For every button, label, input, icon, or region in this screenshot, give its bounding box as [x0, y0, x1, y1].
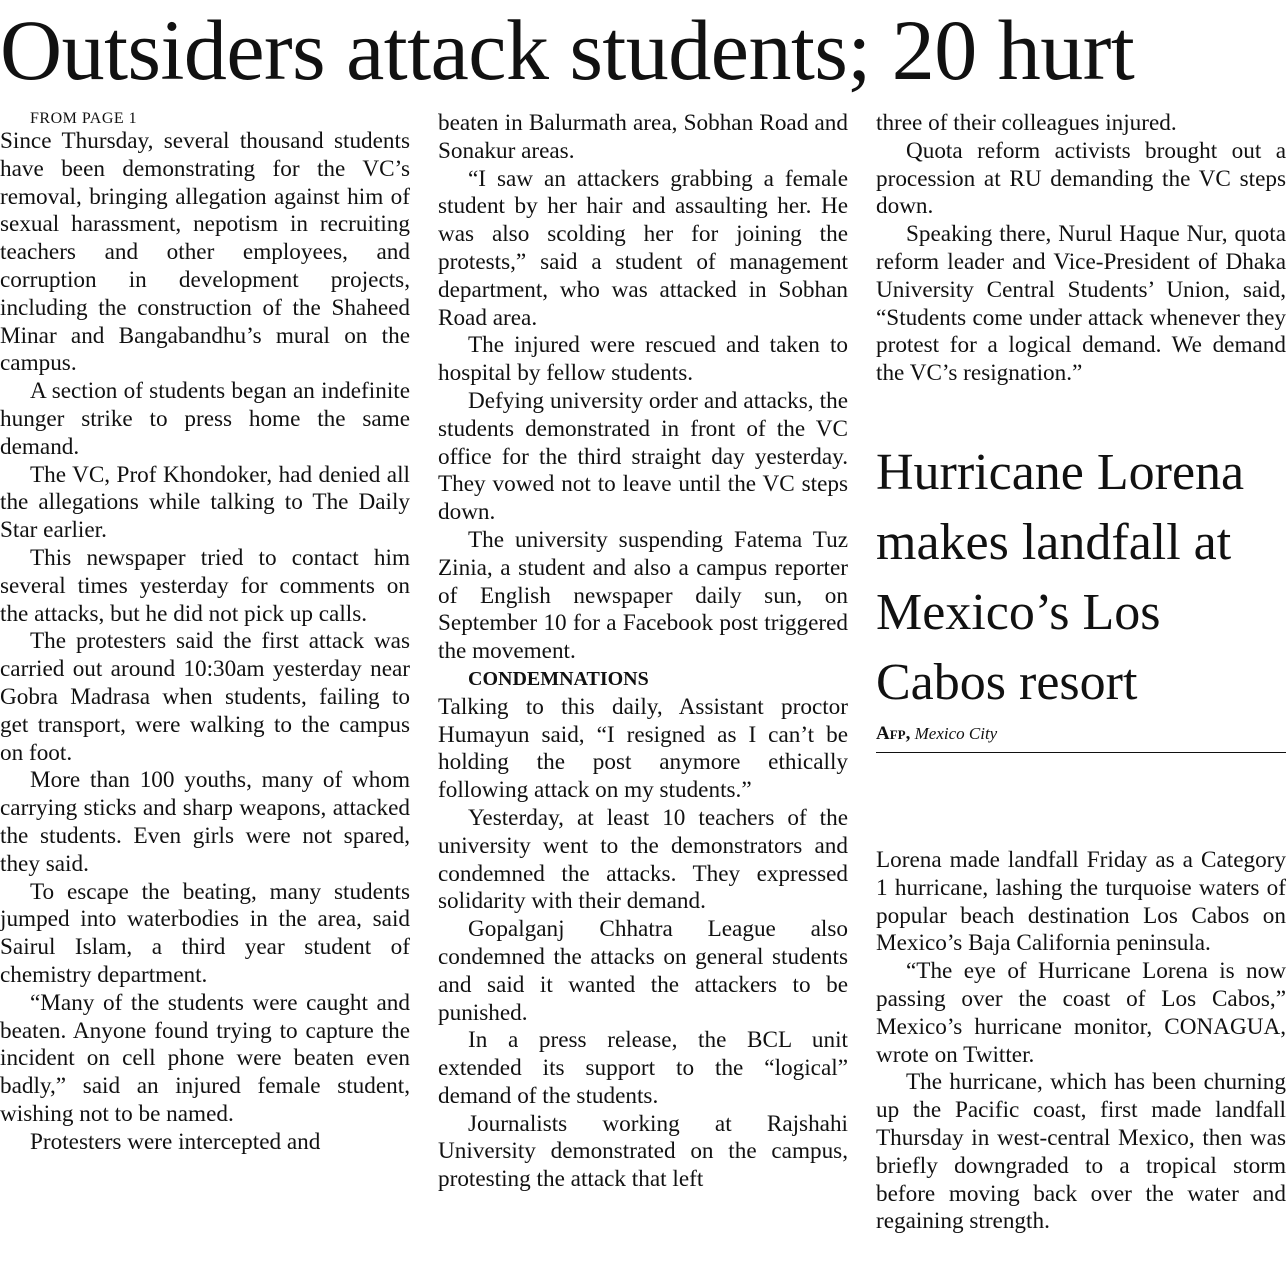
story2-body [876, 847, 1286, 1236]
story1-column-3 [876, 110, 1286, 388]
paragraph: The protesters said the first attack was carried out around 10:30am yesterday near Gobra Madrasa when students, failing to get transport, were walking to the campus on foot. [0, 628, 410, 766]
paragraph: Gopalganj Chhatra League also condemned the attacks on general students and said it wanted the attackers to be punished. [438, 916, 848, 1026]
story2-headline: Hurricane Lorena makes landfall at Mexico’s Los Cabos resort [876, 444, 1245, 711]
paragraph: This newspaper tried to contact him several times yesterday for comments on the attacks, but he did not pick up calls. [0, 544, 410, 627]
paragraph: “The eye of Hurricane Lorena is now passing over the coast of Los Cabos,” Mexico’s hurricane monitor, CONAGUA, wrote on Twitter. [876, 958, 1286, 1068]
paragraph: In a press release, the BCL unit extended its support to the “logical” demand of the students. [438, 1027, 848, 1109]
paragraph: Yesterday, at least 10 teachers of the university went to the demonstrators and condemned the attacks. They expressed solidarity with their demand. [438, 804, 848, 915]
paragraph: Journalists working at Rajshahi University demonstrated on the campus, protesting the attack that left [438, 1110, 848, 1193]
paragraph: Protesters were intercepted and [30, 1128, 321, 1155]
paragraph: To escape the beating, many students jumped into waterbodies in the area, said Sairul Islam, a third year student of chemistry department. [0, 878, 410, 988]
byline-agency: Afp, [876, 723, 911, 744]
paragraph: Lorena made landfall Friday as a Category 1 hurricane, lashing the turquoise waters of popular beach destination Los Cabos on Mexico’s Baja California peninsula. [876, 847, 1286, 957]
paragraph: beaten in Balurmath area, Sobhan Road and Sonakur areas. [438, 110, 848, 164]
continued-from-label: FROM PAGE 1 [30, 110, 138, 127]
paragraph: Defying university order and attacks, the students demonstrated in front of the VC office for the third straight day yesterday. They vowed not to leave until the VC steps down. [438, 387, 848, 526]
story1-column-2 [438, 110, 848, 1194]
byline-place: Mexico City [914, 724, 998, 743]
story2-header [876, 438, 1286, 753]
paragraph: The injured were rescued and taken to hospital by fellow students. [438, 332, 848, 387]
story1-headline: Outsiders attack students; 20 hurt [0, 2, 1135, 98]
paragraph: A section of students began an indefinite hunger strike to press home the same demand. [0, 378, 410, 460]
paragraph: Talking to this daily, Assistant proctor Humayun said, “I resigned as I can’t be holding the post anymore ethically following attack on my students.” [438, 693, 848, 804]
paragraph: More than 100 youths, many of whom carrying sticks and sharp weapons, attacked the students. Even girls were not spared, they said. [0, 767, 410, 877]
paragraph: The VC, Prof Khondoker, had denied all the allegations while talking to The Daily Star earlier. [0, 461, 410, 544]
section-subhead: CONDEMNATIONS [468, 667, 649, 690]
byline [876, 722, 1286, 753]
paragraph: The hurricane, which has been churning up the Pacific coast, first made landfall Thursday in west-central Mexico, then was briefly downgraded to a tropical storm before moving back over the water and regaining strength. [876, 1069, 1286, 1235]
paragraph: “Many of the students were caught and beaten. Anyone found trying to capture the incident on cell phone were beaten even badly,” said an injured female student, wishing not to be named. [0, 989, 410, 1127]
paragraph: Speaking there, Nurul Haque Nur, quota reform leader and Vice-President of Dhaka University Central Students’ Union, said, “Students come under attack whenever they protest for a logical demand. We demand the VC’s resignation.” [876, 221, 1286, 387]
paragraph: The university suspending Fatema Tuz Zinia, a student and also a campus reporter of English newspaper daily sun, on September 10 for a Facebook post triggered the movement. [438, 526, 848, 665]
paragraph: three of their colleagues injured. [876, 110, 1177, 136]
paragraph: Since Thursday, several thousand students have been demonstrating for the VC’s removal, bringing allegation against him of sexual harassment, nepotism in recruiting teachers and other employees, and corruption in development projects, including the construction of the Shaheed Minar and Bangabandhu’s mural on the campus. [0, 128, 410, 377]
paragraph: “I saw an attackers grabbing a female student by her hair and assaulting her. He was also scolding her for joining the protests,” said a student of management department, who was attacked in Sobhan Road area. [438, 165, 848, 331]
story1-column-1 [0, 110, 410, 1156]
paragraph: Quota reform activists brought out a procession at RU demanding the VC steps down. [876, 137, 1286, 220]
